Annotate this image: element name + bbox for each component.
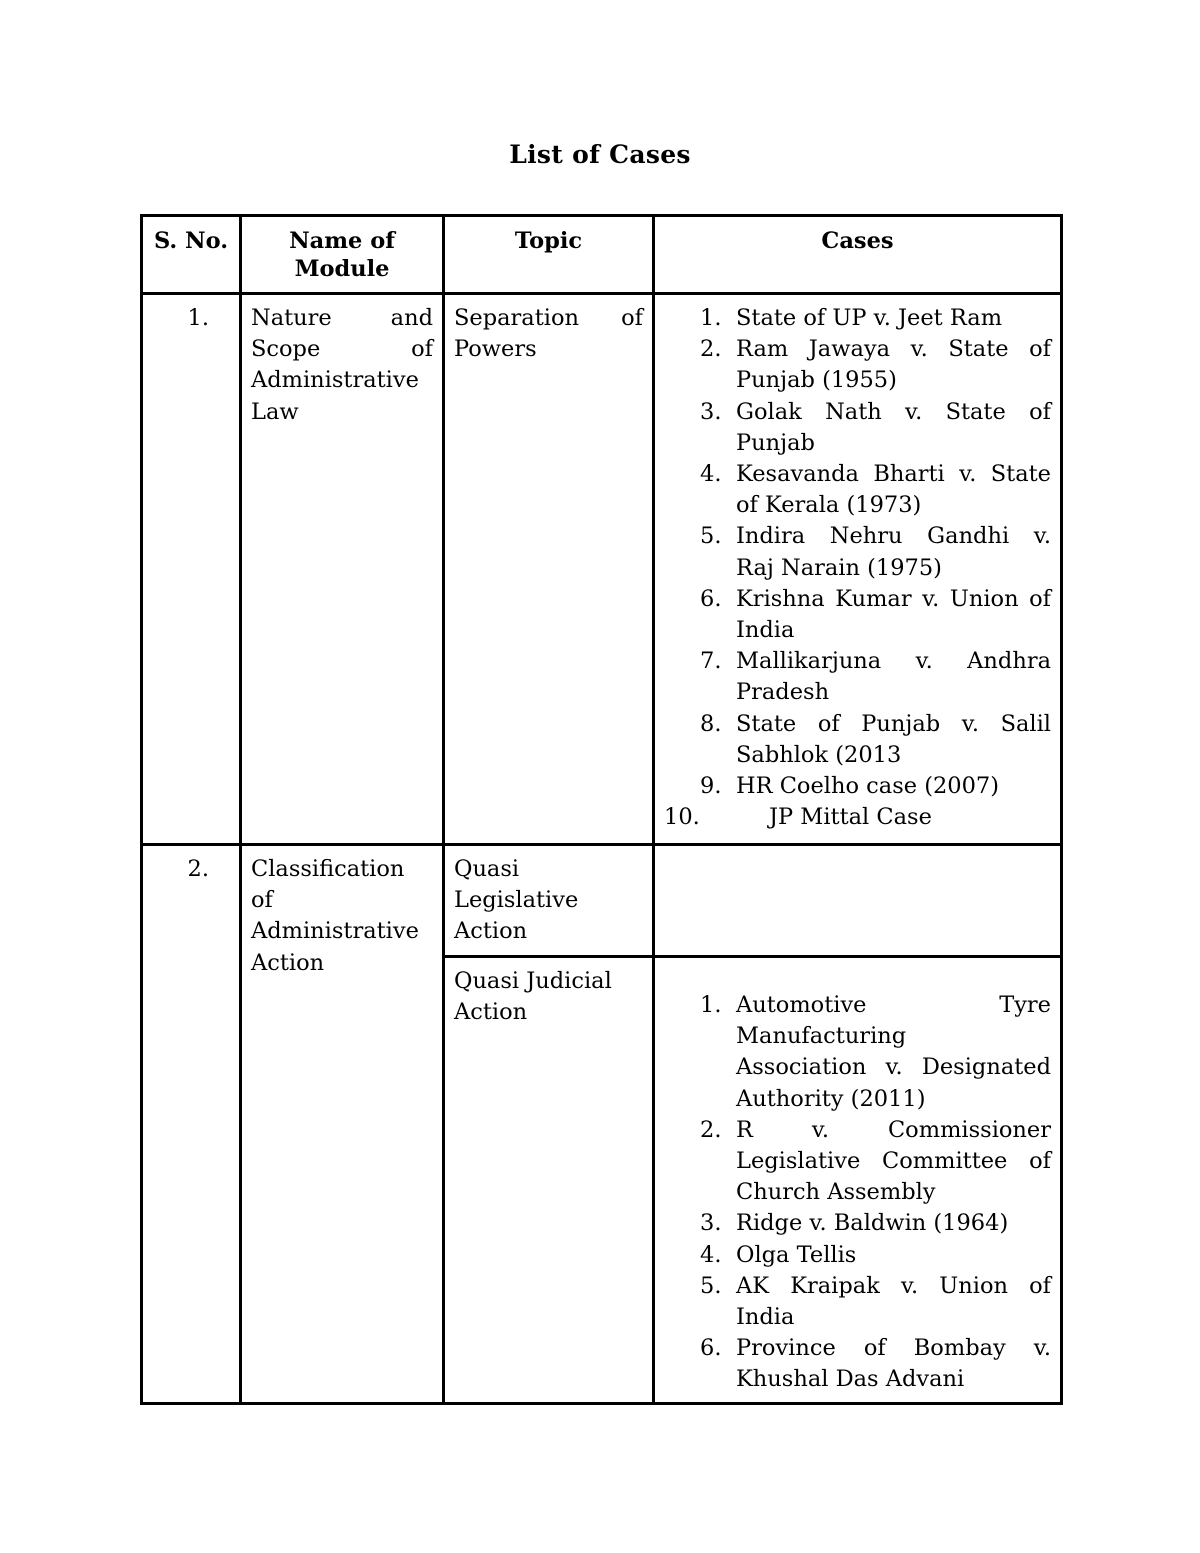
case-text: Raj Narain (1975) bbox=[736, 554, 942, 581]
case-number: 8. bbox=[700, 710, 722, 737]
case-number: 5. bbox=[700, 1272, 722, 1299]
case-item bbox=[664, 646, 1051, 708]
row-2b-cases bbox=[654, 957, 1062, 1404]
case-item bbox=[664, 802, 1051, 833]
module-line: Nature and bbox=[251, 305, 433, 331]
row-2a-cases bbox=[654, 845, 1062, 957]
row-2a-topic bbox=[444, 845, 654, 957]
case-text: Sabhlok (2013 bbox=[736, 741, 902, 768]
row-2b-topic bbox=[444, 957, 654, 1404]
case-text: Kesavanda Bharti v. State bbox=[736, 461, 1051, 488]
case-text: India bbox=[736, 617, 795, 644]
header-topic: Topic bbox=[444, 216, 654, 294]
case-text: Ram Jawaya v. State of bbox=[736, 336, 1051, 363]
case-number: 1. bbox=[700, 992, 722, 1018]
topic-line: Action bbox=[454, 999, 528, 1026]
case-item bbox=[664, 584, 1051, 646]
case-item bbox=[664, 709, 1051, 771]
topic-line: Action bbox=[454, 918, 528, 945]
module-line: Action bbox=[251, 949, 325, 976]
case-number: 4. bbox=[700, 1241, 722, 1268]
case-item bbox=[664, 521, 1051, 583]
header-module: Name of Module bbox=[241, 216, 444, 294]
header-cases: Cases bbox=[654, 216, 1062, 294]
case-text: Manufacturing bbox=[736, 1023, 907, 1050]
topic-line: Quasi Judicial bbox=[454, 968, 612, 994]
case-text: Pradesh bbox=[736, 679, 830, 706]
table-row bbox=[142, 845, 1062, 957]
case-number: 4. bbox=[700, 461, 722, 488]
case-item bbox=[664, 990, 1051, 1115]
case-number: 1. bbox=[700, 305, 722, 331]
case-text: State of Punjab v. Salil bbox=[736, 710, 1051, 737]
case-number: 5. bbox=[700, 523, 722, 550]
topic-line: Legislative bbox=[454, 887, 579, 914]
case-text: Punjab bbox=[736, 429, 815, 456]
module-line: Classification bbox=[251, 856, 405, 882]
row-2-sno: 2. bbox=[142, 845, 241, 1404]
row-2-module bbox=[241, 845, 444, 1404]
header-sno: S. No. bbox=[142, 216, 241, 294]
page-title: List of Cases bbox=[509, 140, 691, 169]
case-text: Olga Tellis bbox=[736, 1241, 857, 1268]
module-line: of bbox=[251, 887, 273, 914]
table-header-row bbox=[142, 216, 1062, 294]
case-text: India bbox=[736, 1304, 795, 1331]
table-row bbox=[142, 294, 1062, 845]
case-item bbox=[664, 1333, 1051, 1395]
case-item bbox=[664, 1208, 1051, 1239]
case-item bbox=[664, 771, 1051, 802]
case-text: Indira Nehru Gandhi v. bbox=[736, 523, 1051, 550]
case-text: Ridge v. Baldwin (1964) bbox=[736, 1210, 1009, 1237]
case-item bbox=[664, 1240, 1051, 1271]
topic-line: Quasi bbox=[454, 856, 520, 882]
case-number: 2. bbox=[700, 336, 722, 363]
case-text: Khushal Das Advani bbox=[736, 1366, 965, 1393]
case-text: Krishna Kumar v. Union of bbox=[736, 585, 1051, 612]
case-number: 3. bbox=[700, 398, 722, 425]
case-number: 6. bbox=[700, 1335, 722, 1362]
case-text: HR Coelho case (2007) bbox=[736, 773, 1000, 800]
case-text: R v. Commissioner bbox=[736, 1116, 1051, 1143]
case-text: Church Assembly bbox=[736, 1179, 936, 1206]
case-number: 6. bbox=[700, 585, 722, 612]
row-1-cases bbox=[654, 294, 1062, 845]
topic-line: Powers bbox=[454, 336, 537, 363]
case-text: Automotive Tyre bbox=[736, 992, 1051, 1018]
case-item bbox=[664, 1271, 1051, 1333]
module-line: Scope of bbox=[251, 336, 433, 363]
case-text: State of UP v. Jeet Ram bbox=[736, 305, 1003, 331]
case-number: 3. bbox=[700, 1210, 722, 1237]
case-number: 9. bbox=[700, 773, 722, 800]
case-number: 7. bbox=[700, 648, 722, 675]
case-number: 10. bbox=[664, 804, 700, 831]
module-line: Administrative bbox=[251, 367, 419, 394]
case-item bbox=[664, 1115, 1051, 1209]
cases-table bbox=[140, 214, 1063, 1405]
case-number: 2. bbox=[700, 1116, 722, 1143]
row-1-topic bbox=[444, 294, 654, 845]
module-line: Administrative bbox=[251, 918, 419, 945]
topic-line: Separation of bbox=[454, 305, 643, 331]
row-1-sno: 1. bbox=[142, 294, 241, 845]
case-text: Association v. Designated bbox=[736, 1054, 1051, 1081]
case-list bbox=[664, 990, 1051, 1396]
case-text: of Kerala (1973) bbox=[736, 492, 922, 519]
case-item bbox=[664, 459, 1051, 521]
case-text: Mallikarjuna v. Andhra bbox=[736, 648, 1051, 675]
module-line: Law bbox=[251, 398, 299, 425]
case-list bbox=[664, 303, 1051, 833]
case-text: Authority (2011) bbox=[736, 1085, 926, 1112]
row-1-module bbox=[241, 294, 444, 845]
case-item bbox=[664, 397, 1051, 459]
case-text: Province of Bombay v. bbox=[736, 1335, 1051, 1362]
case-item bbox=[664, 334, 1051, 396]
case-text: Golak Nath v. State of bbox=[736, 398, 1051, 425]
case-text: JP Mittal Case bbox=[769, 804, 932, 831]
case-text: Punjab (1955) bbox=[736, 367, 897, 394]
case-text: AK Kraipak v. Union of bbox=[736, 1272, 1051, 1299]
case-item bbox=[664, 303, 1051, 334]
case-text: Legislative Committee of bbox=[736, 1148, 1051, 1175]
